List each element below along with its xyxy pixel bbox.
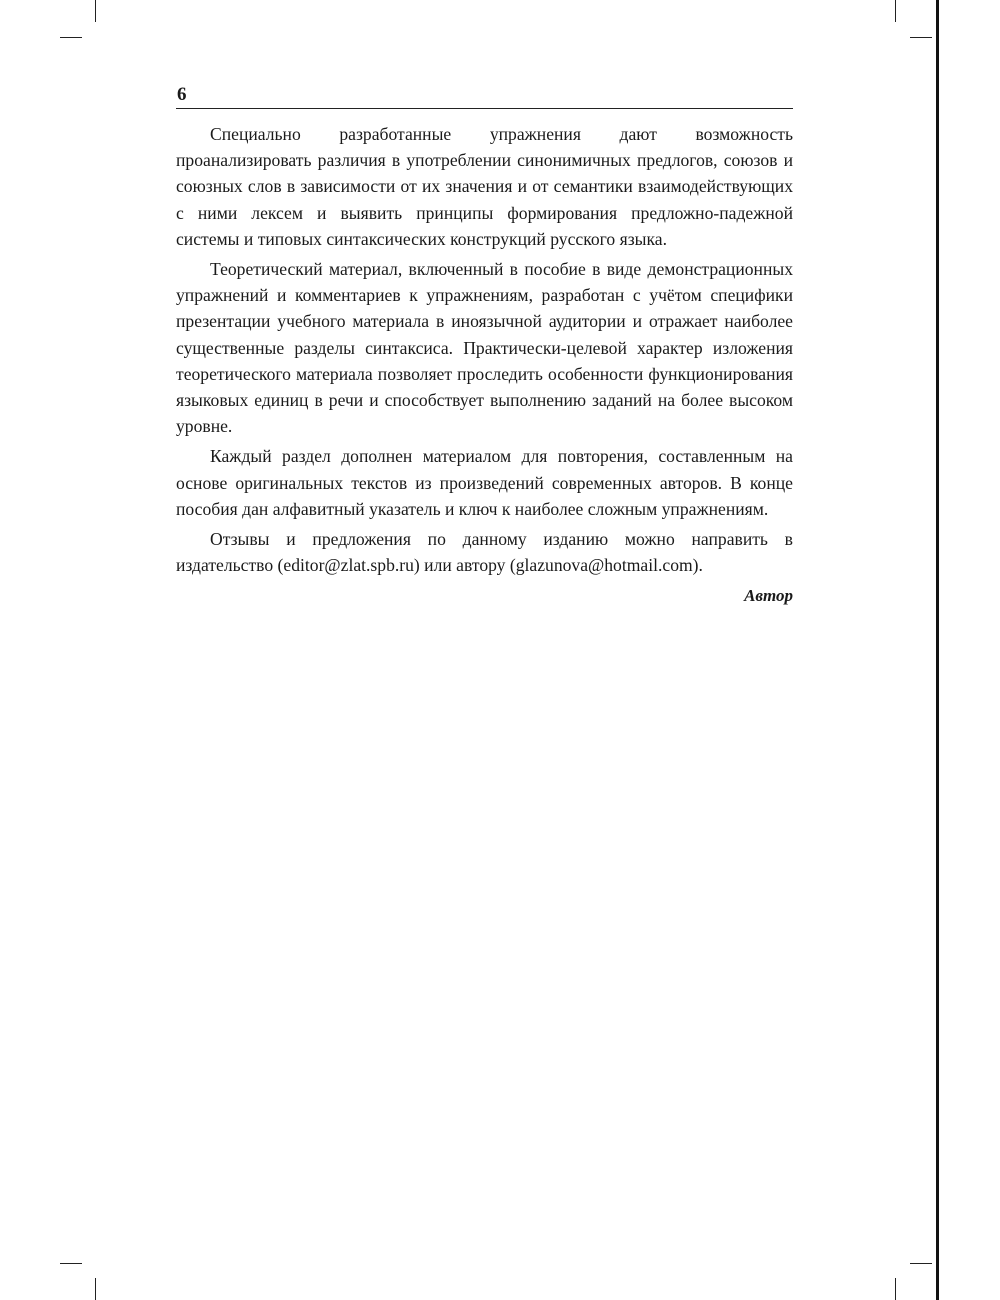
- page-content: [176, 82, 793, 606]
- crop-mark-bottom-right-vertical: [895, 1278, 896, 1300]
- crop-mark-top-left-horizontal: [60, 37, 82, 38]
- paragraph-1: Специально разработанные упражнения дают возможность проанализировать различия в употреблении синонимичных предлогов, союзов и союзных слов в зависимости от их значения и от семантики взаимодействующих с ними лексем и выявить принципы формирования предложно-падежной системы и типовых синтаксических конструкций русского языка.: [176, 124, 793, 249]
- paragraph-3: Каждый раздел дополнен материалом для повторения, составленным на основе оригинальных текстов из произведений современных авторов. В конце пособия дан алфавитный указатель и ключ к наиболее сложным упражнениям.: [176, 446, 793, 519]
- crop-mark-top-left-vertical: [95, 0, 96, 22]
- crop-mark-bottom-left-vertical: [95, 1278, 96, 1300]
- page-edge-line: [936, 0, 939, 1300]
- crop-mark-bottom-left-horizontal: [60, 1263, 82, 1264]
- crop-mark-top-right-horizontal: [910, 37, 932, 38]
- body-text: [176, 121, 793, 578]
- crop-mark-bottom-right-horizontal: [910, 1263, 932, 1264]
- author-signature: Автор: [744, 586, 793, 606]
- crop-mark-top-right-vertical: [895, 0, 896, 22]
- paragraph-2: Теоретический материал, включенный в пособие в виде демонстрационных упражнений и комментариев к упражнениям, разработан с учётом специфики презентации учебного материала в иноязычной аудитории и отражает наиболее существенные разделы синтаксиса. Практически-целевой характер изложения теоретического материала позволяет проследить особенности функционирования языковых единиц в речи и способствует выполнению заданий на более высоком уровне.: [176, 259, 793, 437]
- page-number: 6: [176, 82, 793, 109]
- paragraph-4: Отзывы и предложения по данному изданию можно направить в издательство (editor@zlat.spb.ru) или автору (glazunova@hotmail.com).: [176, 529, 793, 576]
